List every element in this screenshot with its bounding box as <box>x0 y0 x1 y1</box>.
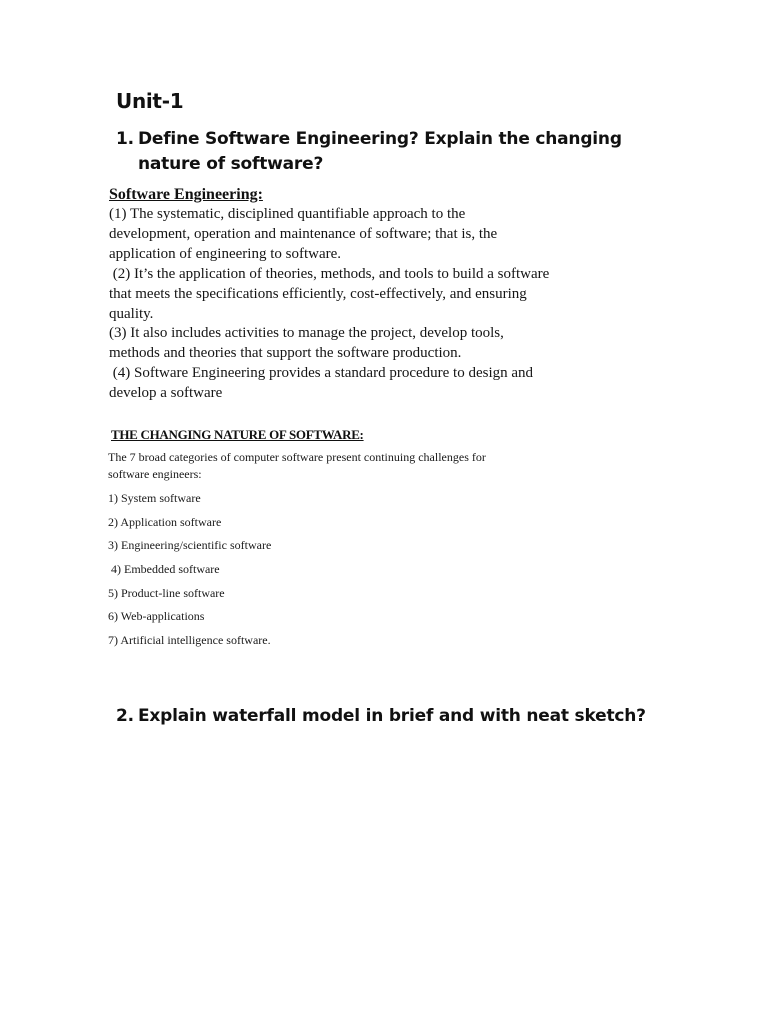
list-item: 5) Product-line software <box>108 585 225 600</box>
list-item: 2) Application software <box>108 514 222 529</box>
question-2-text: Explain waterfall model in brief and with neat sketch? <box>138 706 646 726</box>
question-2 <box>116 704 676 729</box>
list-item: 6) Web-applications <box>108 609 205 624</box>
question-1 <box>116 127 676 177</box>
list-item: 3) Engineering/scientific software <box>108 538 272 553</box>
list-item: 4) Embedded software <box>108 562 220 577</box>
question-2-number: 2. <box>116 706 134 726</box>
software-category-list <box>108 489 271 655</box>
list-item: 7) Artificial intelligence software. <box>108 633 271 648</box>
software-engineering-heading: Software Engineering: <box>109 186 263 203</box>
list-item: 1) System software <box>108 491 201 505</box>
question-1-text: Define Software Engineering? Explain the changing nature of software? <box>138 129 622 174</box>
unit-title: Unit-1 <box>116 89 184 113</box>
changing-nature-intro: The 7 broad categories of computer software present continuing challenges for software engineers: <box>108 450 486 481</box>
changing-nature-heading: THE CHANGING NATURE OF SOFTWARE: <box>111 427 364 442</box>
question-1-number: 1. <box>116 129 134 149</box>
software-engineering-body: (1) The systematic, disciplined quantifiable approach to the development, operation and maintenance of software; that is, the application of engineering to software. (2) It’s the application of theories, methods, and tools to build a software that meets the specifications efficiently, cost-effectively, and ensuring quality. (3) It also includes activities to manage the project, develop tools, methods and theories that support the software production. (4) Software Engineering provides a standard procedure to design and develop a software <box>109 206 550 402</box>
